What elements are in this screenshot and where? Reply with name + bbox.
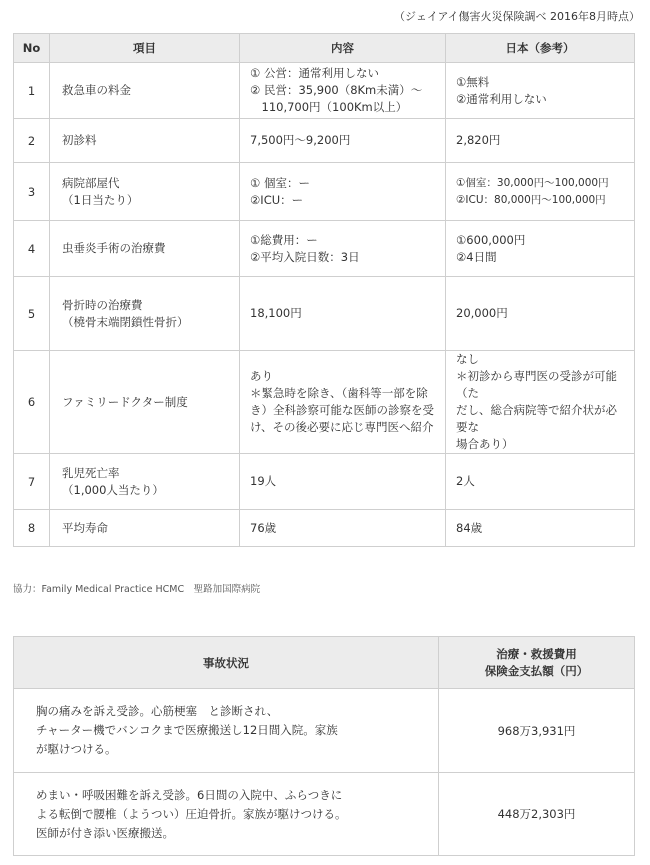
header-item: 項目	[50, 34, 240, 63]
row-japan-line: 84歳	[456, 520, 483, 535]
row-content-line: ②平均入院日数：3日	[250, 249, 360, 264]
row-content-line: ② 民営：35,900（8Km未満）～	[250, 83, 423, 97]
table-row	[14, 351, 635, 454]
row-item	[50, 454, 240, 510]
table-row	[14, 510, 635, 547]
row-content-line: ① 公営：通常利用しない	[250, 66, 379, 80]
row-content-line: 110,700円（100Km以上）	[250, 100, 408, 114]
row-japan-line: 場合あり）	[456, 437, 514, 451]
row-japan-line: ＊初診から専門医の受診が可能（た	[456, 369, 617, 400]
row-content-line: き）全科診察可能な医師の診察を受	[250, 403, 434, 417]
header-payment-line: 保険金支払額（円）	[484, 663, 589, 678]
table-row	[14, 163, 635, 221]
header-japan: 日本（参考）	[446, 34, 635, 63]
row-content-line: ①総費用：ー	[250, 232, 318, 247]
row-content-line: 19人	[250, 474, 277, 488]
table-header-row	[14, 637, 635, 689]
row-content	[240, 454, 446, 510]
row-item-line: 病院部屋代	[62, 175, 120, 190]
row-item-line: （橈骨末端閉鎖性骨折）	[62, 314, 189, 329]
row-japan-line: ②4日間	[456, 249, 497, 264]
row-japan-line: ①600,000円	[456, 232, 526, 247]
row-payment: 968万3,931円	[439, 689, 635, 773]
header-situation: 事故状況	[14, 637, 439, 689]
row-japan-line: ②ICU：80,000円～100,000円	[456, 193, 606, 206]
row-japan-line: だし、総合病院等で紹介状が必要な	[456, 403, 617, 434]
row-japan-line: 2人	[456, 474, 475, 488]
row-content-line: ②ICU：ー	[250, 192, 304, 207]
row-japan	[446, 119, 635, 163]
source-note: （ジェイアイ傷害火災保険調べ 2016年8月時点）	[394, 10, 640, 23]
row-japan	[446, 163, 635, 221]
row-item	[50, 351, 240, 454]
row-content-line: 18,100円	[250, 306, 302, 320]
table-header-row	[14, 34, 635, 63]
row-content	[240, 63, 446, 119]
row-item-line: 骨折時の治療費	[62, 297, 143, 312]
row-japan	[446, 351, 635, 454]
row-item-line: 乳児死亡率	[62, 465, 120, 480]
row-content-line: 76歳	[250, 520, 277, 535]
row-number: 7	[14, 454, 50, 510]
row-content	[240, 163, 446, 221]
row-item-line: （1,000人当たり）	[62, 482, 164, 497]
row-content	[240, 351, 446, 454]
row-item-line: 平均寿命	[62, 520, 108, 535]
row-number: 1	[14, 63, 50, 119]
row-content-line: け、その後必要に応じ専門医へ紹介	[250, 420, 434, 434]
row-japan-line: ①無料	[456, 74, 490, 89]
row-japan	[446, 63, 635, 119]
row-number: 4	[14, 221, 50, 277]
row-item	[50, 221, 240, 277]
row-item-line: ファミリードクター制度	[62, 394, 188, 409]
row-item	[50, 119, 240, 163]
table-row	[14, 454, 635, 510]
table-row	[14, 221, 635, 277]
header-content: 内容	[240, 34, 446, 63]
row-number: 3	[14, 163, 50, 221]
row-content	[240, 221, 446, 277]
row-number: 5	[14, 277, 50, 351]
credit-note: 協力：Family Medical Practice HCMC 聖路加国際病院	[13, 584, 261, 595]
table-row	[14, 277, 635, 351]
comparison-table	[13, 33, 635, 547]
row-japan	[446, 277, 635, 351]
claims-table	[13, 636, 635, 856]
table-row	[14, 63, 635, 119]
row-situation-line: めまい・呼吸困難を訴え受診。6日間の入院中、ふらつきに	[36, 787, 343, 802]
row-number: 2	[14, 119, 50, 163]
row-item-line: 初診料	[62, 133, 97, 147]
row-japan-line: なし	[456, 352, 479, 366]
row-japan-line: 2,820円	[456, 133, 501, 147]
table-row	[14, 119, 635, 163]
row-content-line: ＊緊急時を除き、（歯科等一部を除	[250, 386, 428, 400]
row-situation-line: チャーター機でバンコクまで医療搬送し12日間入院。家族	[36, 723, 338, 737]
row-japan	[446, 510, 635, 547]
header-payment-line: 治療・救援費用	[496, 646, 577, 661]
row-content	[240, 277, 446, 351]
row-japan-line: ①個室：30,000円～100,000円	[456, 176, 609, 189]
row-situation-line: が駆けつける。	[36, 742, 117, 756]
row-content-line: 7,500円～9,200円	[250, 133, 351, 147]
row-item-line: 救急車の料金	[62, 83, 131, 97]
row-item-line: （1日当たり）	[62, 192, 139, 207]
row-situation	[14, 773, 439, 856]
row-content	[240, 510, 446, 547]
row-item-line: 虫垂炎手術の治療費	[62, 241, 166, 255]
row-number: 8	[14, 510, 50, 547]
table-row	[14, 773, 635, 856]
row-situation-line: 医師が付き添い医療搬送。	[36, 825, 174, 840]
row-situation-line: よる転倒で腰椎（ようつい）圧迫骨折。家族が駆けつける。	[36, 806, 347, 821]
header-payment	[439, 637, 635, 689]
row-situation	[14, 689, 439, 773]
table-row	[14, 689, 635, 773]
row-japan-line: 20,000円	[456, 306, 508, 320]
row-number: 6	[14, 351, 50, 454]
row-item	[50, 163, 240, 221]
header-no: No	[14, 34, 50, 63]
row-japan	[446, 454, 635, 510]
row-item	[50, 277, 240, 351]
row-japan	[446, 221, 635, 277]
row-content	[240, 119, 446, 163]
row-japan-line: ②通常利用しない	[456, 91, 547, 106]
row-content-line: あり	[250, 369, 273, 383]
row-item	[50, 63, 240, 119]
row-item	[50, 510, 240, 547]
row-payment: 448万2,303円	[439, 773, 635, 856]
row-content-line: ① 個室：ー	[250, 175, 310, 190]
row-situation-line: 胸の痛みを訴え受診。心筋梗塞 と診断され、	[36, 704, 279, 718]
